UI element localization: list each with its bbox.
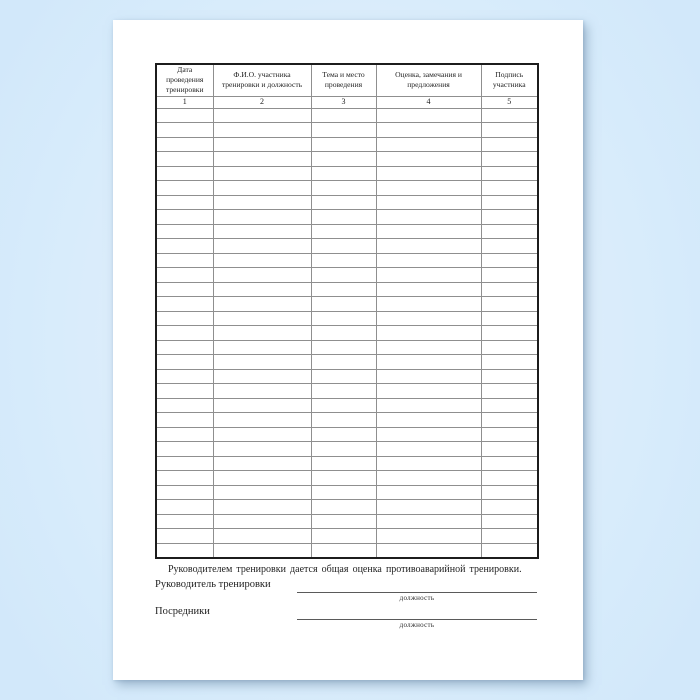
column-number: 1 (156, 96, 213, 108)
training-log-table (155, 63, 539, 559)
empty-cell (376, 442, 481, 457)
empty-table-row (156, 210, 538, 225)
empty-cell (481, 500, 538, 515)
column-number: 4 (376, 96, 481, 108)
empty-cell (213, 253, 311, 268)
empty-cell (311, 181, 376, 196)
empty-cell (156, 340, 213, 355)
empty-cell (156, 355, 213, 370)
empty-cell (213, 195, 311, 210)
empty-cell (376, 355, 481, 370)
empty-cell (311, 210, 376, 225)
empty-cell (156, 514, 213, 529)
empty-table-row (156, 442, 538, 457)
empty-cell (376, 297, 481, 312)
empty-cell (213, 108, 311, 123)
empty-cell (213, 340, 311, 355)
empty-table-row (156, 239, 538, 254)
empty-cell (156, 471, 213, 486)
empty-cell (156, 500, 213, 515)
empty-cell (481, 152, 538, 167)
empty-cell (376, 543, 481, 558)
empty-cell (156, 224, 213, 239)
empty-cell (376, 108, 481, 123)
empty-cell (376, 166, 481, 181)
empty-cell (311, 108, 376, 123)
table-header-row (156, 64, 538, 96)
empty-cell (311, 543, 376, 558)
empty-cell (376, 253, 481, 268)
empty-cell (481, 311, 538, 326)
empty-cell (156, 210, 213, 225)
empty-table-row (156, 123, 538, 138)
empty-cell (376, 239, 481, 254)
empty-cell (481, 427, 538, 442)
signature-line (297, 619, 537, 620)
empty-cell (156, 253, 213, 268)
empty-cell (156, 311, 213, 326)
empty-cell (311, 195, 376, 210)
empty-cell (481, 384, 538, 399)
empty-cell (311, 123, 376, 138)
empty-cell (213, 282, 311, 297)
empty-cell (376, 340, 481, 355)
empty-cell (311, 166, 376, 181)
empty-cell (156, 195, 213, 210)
empty-cell (481, 471, 538, 486)
empty-cell (481, 210, 538, 225)
empty-cell (481, 514, 538, 529)
empty-cell (311, 224, 376, 239)
empty-cell (311, 413, 376, 428)
empty-table-row (156, 195, 538, 210)
empty-cell (156, 384, 213, 399)
empty-cell (311, 369, 376, 384)
empty-table-row (156, 485, 538, 500)
empty-cell (213, 456, 311, 471)
empty-cell (311, 268, 376, 283)
empty-table-row (156, 514, 538, 529)
empty-cell (311, 340, 376, 355)
empty-cell (213, 210, 311, 225)
empty-cell (311, 471, 376, 486)
empty-cell (311, 297, 376, 312)
empty-cell (156, 456, 213, 471)
empty-cell (376, 456, 481, 471)
column-header: Оценка, замечания и предложения (376, 64, 481, 96)
empty-cell (481, 456, 538, 471)
column-number: 2 (213, 96, 311, 108)
empty-cell (311, 326, 376, 341)
empty-cell (311, 253, 376, 268)
empty-cell (376, 369, 481, 384)
empty-table-row (156, 340, 538, 355)
empty-cell (213, 326, 311, 341)
empty-cell (213, 427, 311, 442)
empty-table-row (156, 471, 538, 486)
empty-cell (311, 427, 376, 442)
empty-cell (481, 108, 538, 123)
empty-cell (213, 311, 311, 326)
column-header: Ф.И.О. участника тренировки и должность (213, 64, 311, 96)
document-page (113, 20, 583, 680)
empty-table-row (156, 108, 538, 123)
empty-table-row (156, 398, 538, 413)
signature-label-mediators: Посредники (155, 606, 210, 617)
signature-line (297, 592, 537, 593)
empty-cell (156, 427, 213, 442)
empty-cell (376, 268, 481, 283)
empty-cell (481, 137, 538, 152)
empty-cell (481, 398, 538, 413)
empty-cell (213, 529, 311, 544)
empty-table-row (156, 355, 538, 370)
empty-cell (213, 224, 311, 239)
empty-cell (481, 268, 538, 283)
empty-cell (213, 181, 311, 196)
empty-table-row (156, 282, 538, 297)
empty-cell (311, 355, 376, 370)
empty-cell (311, 442, 376, 457)
empty-cell (481, 340, 538, 355)
empty-cell (481, 282, 538, 297)
empty-cell (376, 485, 481, 500)
empty-cell (156, 326, 213, 341)
empty-cell (213, 268, 311, 283)
empty-cell (481, 485, 538, 500)
empty-cell (156, 268, 213, 283)
signature-row-trainer (155, 579, 537, 605)
empty-cell (213, 398, 311, 413)
empty-cell (481, 355, 538, 370)
empty-cell (213, 543, 311, 558)
empty-cell (376, 500, 481, 515)
empty-cell (213, 355, 311, 370)
empty-cell (156, 398, 213, 413)
empty-cell (376, 152, 481, 167)
empty-table-row (156, 456, 538, 471)
empty-cell (213, 500, 311, 515)
empty-table-row (156, 500, 538, 515)
empty-cell (311, 384, 376, 399)
empty-table-row (156, 413, 538, 428)
empty-cell (156, 413, 213, 428)
empty-cell (213, 239, 311, 254)
empty-table-row (156, 152, 538, 167)
empty-cell (481, 239, 538, 254)
empty-cell (213, 369, 311, 384)
empty-cell (481, 253, 538, 268)
empty-cell (376, 413, 481, 428)
empty-cell (156, 166, 213, 181)
empty-cell (311, 311, 376, 326)
empty-cell (311, 456, 376, 471)
general-assessment-note: Руководителем тренировки дается общая оценка противоаварийной тренировки. (168, 564, 522, 575)
empty-cell (213, 384, 311, 399)
empty-cell (311, 529, 376, 544)
empty-cell (213, 413, 311, 428)
column-number: 5 (481, 96, 538, 108)
empty-cell (311, 514, 376, 529)
empty-cell (376, 195, 481, 210)
column-number-row (156, 96, 538, 108)
empty-table-row (156, 311, 538, 326)
empty-cell (156, 137, 213, 152)
empty-cell (156, 108, 213, 123)
empty-cell (481, 413, 538, 428)
empty-table-row (156, 181, 538, 196)
empty-cell (376, 384, 481, 399)
empty-table-row (156, 369, 538, 384)
column-header: Дата проведения тренировки (156, 64, 213, 96)
empty-table-row (156, 326, 538, 341)
empty-cell (213, 514, 311, 529)
empty-cell (213, 137, 311, 152)
empty-cell (213, 166, 311, 181)
empty-cell (376, 181, 481, 196)
empty-cell (376, 282, 481, 297)
empty-cell (376, 123, 481, 138)
empty-table-row (156, 543, 538, 558)
empty-cell (481, 529, 538, 544)
signature-row-mediators (155, 606, 537, 632)
empty-cell (213, 485, 311, 500)
empty-cell (213, 442, 311, 457)
empty-cell (481, 195, 538, 210)
empty-cell (213, 152, 311, 167)
empty-table-row (156, 268, 538, 283)
empty-cell (156, 123, 213, 138)
empty-cell (376, 137, 481, 152)
signature-line-caption: должность (399, 594, 435, 602)
empty-cell (376, 529, 481, 544)
empty-cell (311, 500, 376, 515)
empty-cell (481, 326, 538, 341)
empty-cell (481, 181, 538, 196)
empty-cell (156, 152, 213, 167)
empty-table-row (156, 297, 538, 312)
empty-table-row (156, 166, 538, 181)
empty-cell (481, 224, 538, 239)
empty-cell (376, 471, 481, 486)
signature-label-trainer: Руководитель тренировки (155, 579, 271, 590)
column-header: Тема и место проведения (311, 64, 376, 96)
empty-cell (481, 442, 538, 457)
empty-table-row (156, 529, 538, 544)
empty-cell (156, 442, 213, 457)
empty-cell (156, 297, 213, 312)
empty-cell (376, 311, 481, 326)
empty-cell (481, 123, 538, 138)
signature-line-caption: должность (399, 621, 435, 629)
column-number: 3 (311, 96, 376, 108)
empty-cell (311, 282, 376, 297)
empty-cell (311, 239, 376, 254)
empty-table-row (156, 253, 538, 268)
empty-table-row (156, 427, 538, 442)
empty-cell (156, 543, 213, 558)
empty-cell (156, 529, 213, 544)
empty-cell (481, 369, 538, 384)
empty-cell (156, 485, 213, 500)
empty-cell (213, 123, 311, 138)
empty-cell (311, 398, 376, 413)
empty-cell (376, 326, 481, 341)
empty-cell (376, 427, 481, 442)
empty-table-row (156, 384, 538, 399)
empty-cell (376, 398, 481, 413)
empty-cell (213, 471, 311, 486)
empty-cell (376, 210, 481, 225)
empty-cell (156, 369, 213, 384)
empty-cell (156, 239, 213, 254)
empty-cell (311, 152, 376, 167)
empty-table-row (156, 224, 538, 239)
empty-cell (311, 137, 376, 152)
empty-cell (156, 181, 213, 196)
empty-cell (311, 485, 376, 500)
empty-table-row (156, 137, 538, 152)
empty-cell (376, 224, 481, 239)
empty-cell (481, 166, 538, 181)
empty-cell (156, 282, 213, 297)
empty-cell (376, 514, 481, 529)
empty-cell (213, 297, 311, 312)
empty-cell (481, 543, 538, 558)
empty-cell (481, 297, 538, 312)
column-header: Подпись участника (481, 64, 538, 96)
